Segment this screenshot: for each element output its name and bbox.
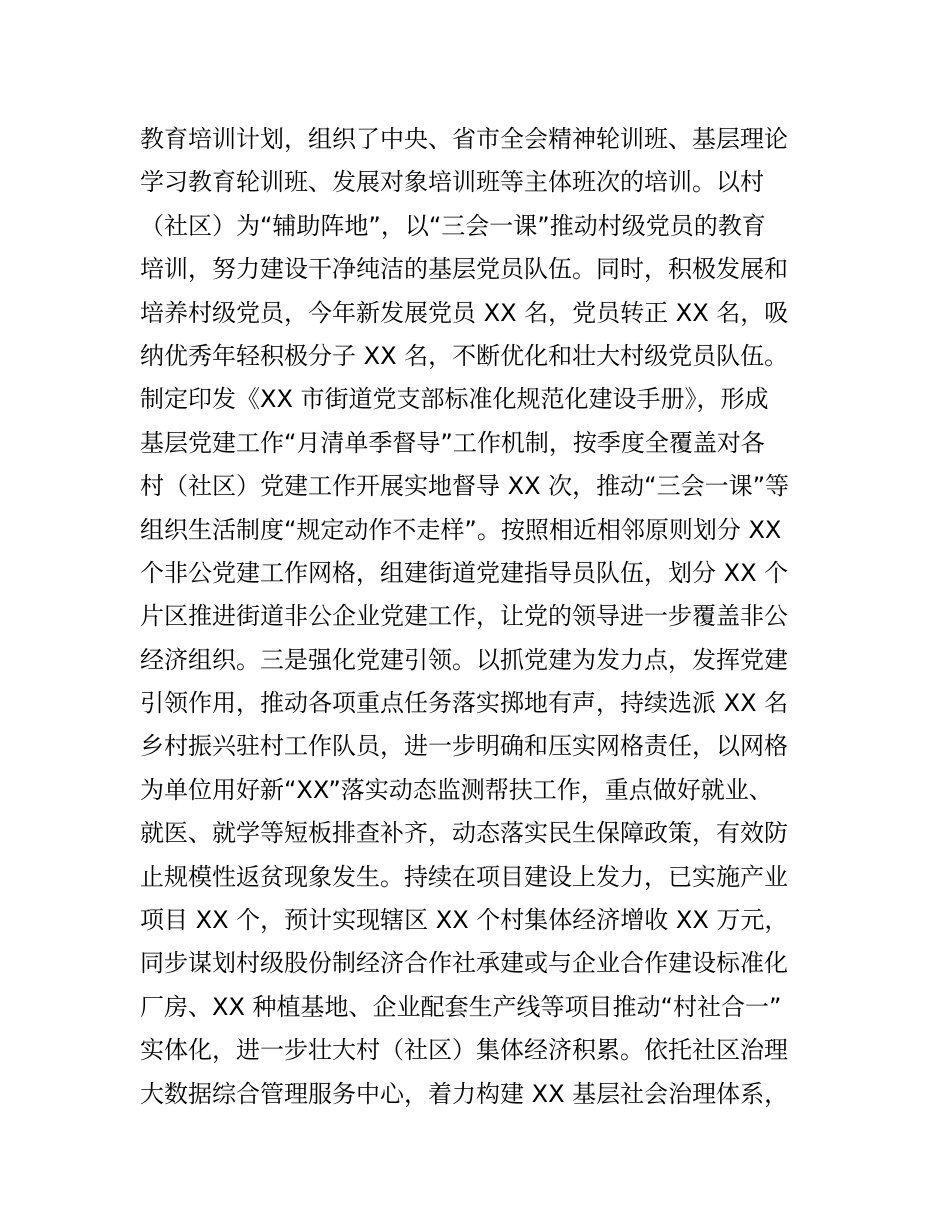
text-line: 引领作用，推动各项重点任务落实掷地有声，持续选派 XX 名 (140, 689, 789, 718)
text-line: 项目 XX 个，预计实现辖区 XX 个村集体经济增收 XX 万元， (140, 906, 789, 935)
text-line: 实体化，进一步壮大村（社区）集体经济积累。依托社区治理 (140, 1036, 788, 1065)
body-text (140, 118, 830, 1116)
text-line: 同步谋划村级股份制经济合作社承建或与企业合作建设标准化 (140, 949, 788, 978)
text-line: 基层党建工作“月清单季督导”工作机制，按季度全覆盖对各 (140, 428, 765, 457)
text-line: 乡村振兴驻村工作队员，进一步明确和压实网格责任，以网格 (140, 732, 788, 761)
text-line: 个非公党建工作网格，组建街道党建指导员队伍，划分 XX 个 (140, 558, 789, 587)
text-line: 纳优秀年轻积极分子 XX 名，不断优化和壮大村级党员队伍。 (140, 341, 789, 370)
text-line: 就医、就学等短板排查补齐，动态落实民生保障政策，有效防 (140, 819, 788, 848)
text-line: （社区）为“辅助阵地”，以“三会一课”推动村级党员的教育 (140, 211, 766, 240)
text-line: 经济组织。三是强化党建引领。以抓党建为发力点，发挥党建 (140, 645, 788, 674)
text-line: 学习教育轮训班、发展对象培训班等主体班次的培训。以村 (140, 168, 764, 197)
text-line: 培训，努力建设干净纯洁的基层党员队伍。同时，积极发展和 (140, 255, 788, 284)
text-line: 厂房、XX 种植基地、企业配套生产线等项目推动“村社合一” (140, 992, 782, 1021)
text-line: 教育培训计划，组织了中央、省市全会精神轮训班、基层理论 (140, 125, 788, 153)
text-line: 止规模性返贫现象发生。持续在项目建设上发力，已实施产业 (140, 862, 788, 891)
text-line: 片区推进街道非公企业党建工作，让党的领导进一步覆盖非公 (140, 602, 788, 631)
text-line: 村（社区）党建工作开展实地督导 XX 次，推动“三会一课”等 (140, 472, 790, 501)
text-line: 大数据综合管理服务中心，着力构建 XX 基层社会治理体系， (140, 1079, 789, 1108)
text-line: 组织生活制度“规定动作不走样”。按照相近相邻原则划分 XX (140, 515, 782, 544)
text-line: 培养村级党员，今年新发展党员 XX 名，党员转正 XX 名，吸 (140, 298, 789, 327)
text-line: 制定印发《XX 市街道党支部标准化规范化建设手册》，形成 (140, 385, 769, 414)
text-line: 为单位用好新“XX”落实动态监测帮扶工作，重点做好就业、 (140, 775, 773, 804)
